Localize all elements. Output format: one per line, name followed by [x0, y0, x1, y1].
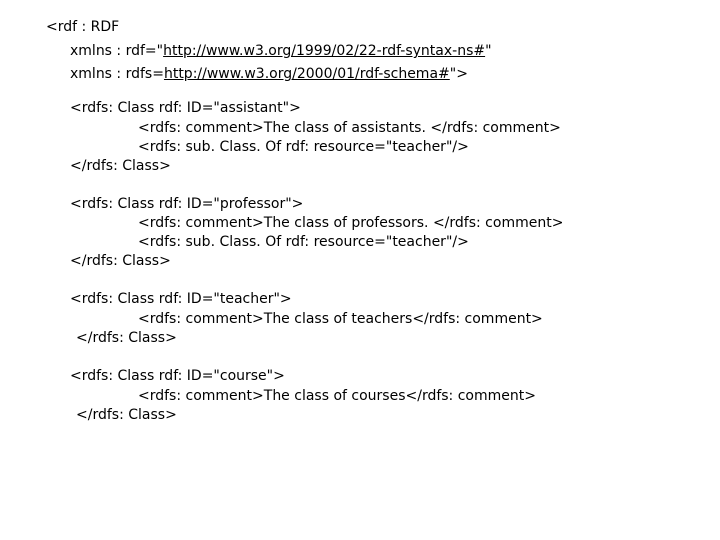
class-assistant-open: <rdfs: Class rdf: ID="assistant"> — [70, 100, 301, 116]
xmlns-rdfs-suffix: "> — [449, 66, 468, 82]
class-teacher-open: <rdfs: Class rdf: ID="teacher"> — [70, 291, 292, 307]
xmlns-rdf-line — [70, 42, 492, 61]
class-course-comment: <rdfs: comment>The class of courses</rdfs: comment> — [138, 388, 536, 404]
class-teacher-close: </rdfs: Class> — [76, 330, 177, 346]
class-assistant-comment: <rdfs: comment>The class of assistants. </rdfs: comment> — [138, 120, 561, 136]
xmlns-rdf-prefix: xmlns : rdf=" — [70, 43, 164, 59]
xmlns-rdf-link[interactable]: http://www.w3.org/1999/02/22-rdf-syntax-ns# — [163, 43, 486, 59]
xmlns-rdf-suffix: " — [485, 43, 492, 59]
class-course-close: </rdfs: Class> — [76, 407, 177, 423]
xmlns-rdfs-line — [70, 65, 468, 84]
class-assistant-subclass: <rdfs: sub. Class. Of rdf: resource="teacher"/> — [138, 139, 469, 155]
rdf-open-tag: <rdf : RDF — [46, 19, 120, 35]
xmlns-rdfs-link[interactable]: http://www.w3.org/2000/01/rdf-schema# — [163, 66, 450, 82]
class-professor-comment: <rdfs: comment>The class of professors. </rdfs: comment> — [138, 215, 564, 231]
xmlns-rdfs-prefix: xmlns : rdfs= — [70, 66, 164, 82]
class-assistant-close: </rdfs: Class> — [70, 158, 171, 174]
class-professor-subclass: <rdfs: sub. Class. Of rdf: resource="teacher"/> — [138, 234, 469, 250]
class-professor-open: <rdfs: Class rdf: ID="professor"> — [70, 196, 304, 212]
class-teacher-comment: <rdfs: comment>The class of teachers</rdfs: comment> — [138, 311, 543, 327]
class-course-open: <rdfs: Class rdf: ID="course"> — [70, 368, 285, 384]
class-professor-close: </rdfs: Class> — [70, 253, 171, 269]
